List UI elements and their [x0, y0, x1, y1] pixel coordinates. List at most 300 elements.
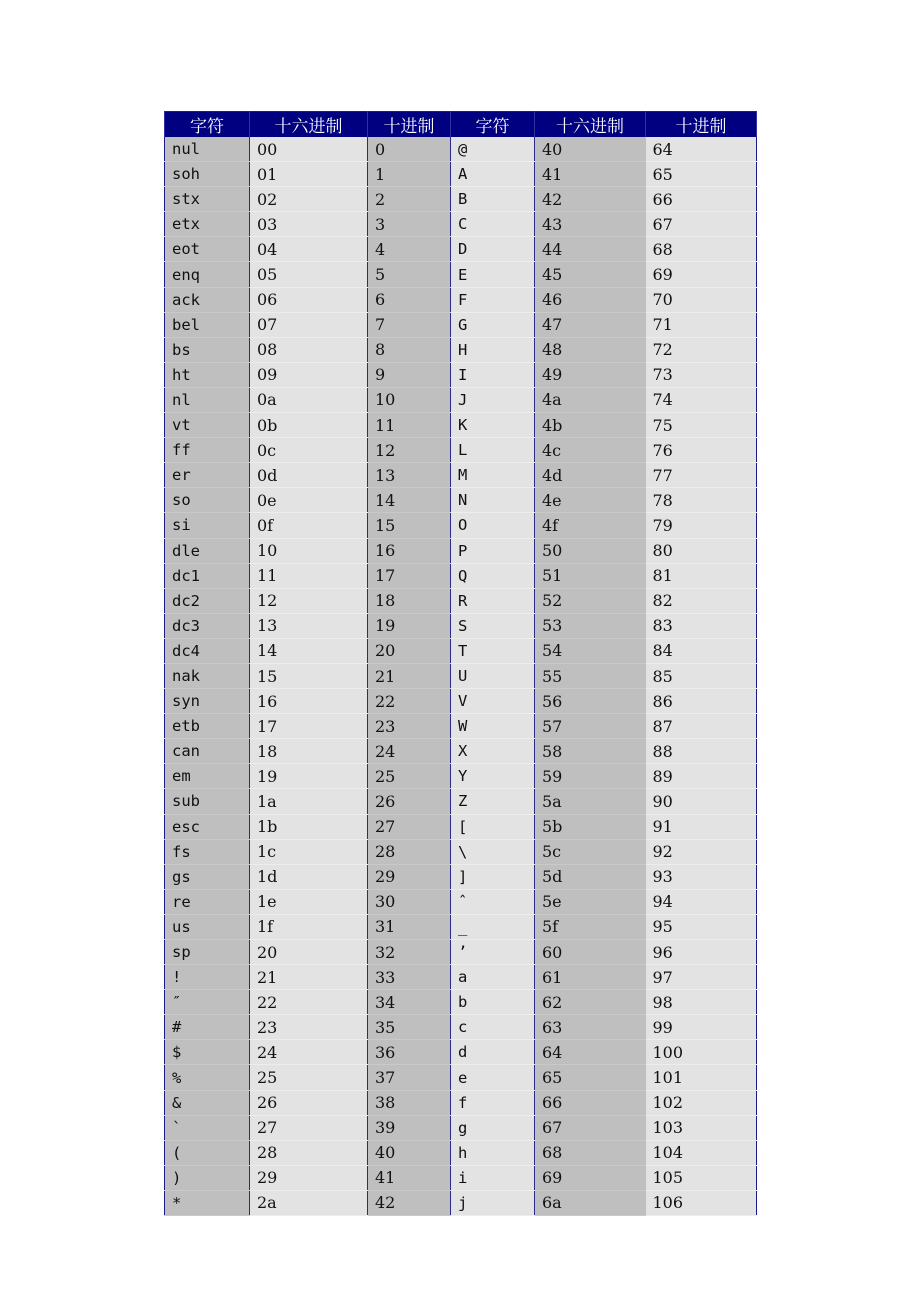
cell-char-2: e [451, 1065, 535, 1090]
cell-dec: 15 [368, 513, 451, 538]
cell-char-2: G [451, 312, 535, 337]
cell-char: ack [165, 287, 250, 312]
cell-char: can [165, 739, 250, 764]
cell-char: ` [165, 1115, 250, 1140]
table-body [165, 137, 757, 1216]
cell-hex-2: 47 [535, 312, 646, 337]
cell-dec: 13 [368, 463, 451, 488]
cell-char: vt [165, 413, 250, 438]
cell-dec: 23 [368, 714, 451, 739]
cell-dec-2: 66 [646, 187, 757, 212]
cell-dec: 39 [368, 1115, 451, 1140]
cell-hex-2: 68 [535, 1140, 646, 1165]
cell-dec-2: 102 [646, 1090, 757, 1115]
cell-char-2: F [451, 287, 535, 312]
cell-char: stx [165, 187, 250, 212]
cell-dec: 29 [368, 864, 451, 889]
cell-char: * [165, 1190, 250, 1215]
table-row [165, 889, 757, 914]
table-row [165, 262, 757, 287]
cell-char: % [165, 1065, 250, 1090]
table-row [165, 337, 757, 362]
cell-dec: 25 [368, 764, 451, 789]
cell-char: gs [165, 864, 250, 889]
cell-hex-2: 67 [535, 1115, 646, 1140]
cell-hex-2: 63 [535, 1015, 646, 1040]
cell-hex: 1d [250, 864, 368, 889]
cell-hex: 15 [250, 663, 368, 688]
cell-hex-2: 51 [535, 563, 646, 588]
cell-hex: 03 [250, 212, 368, 237]
cell-dec: 20 [368, 638, 451, 663]
cell-hex-2: 44 [535, 237, 646, 262]
cell-char: eot [165, 237, 250, 262]
table-row [165, 864, 757, 889]
cell-char: us [165, 914, 250, 939]
table-row [165, 387, 757, 412]
table-row [165, 1090, 757, 1115]
cell-dec: 32 [368, 940, 451, 965]
cell-dec: 42 [368, 1190, 451, 1215]
cell-char: er [165, 463, 250, 488]
cell-hex-2: 49 [535, 362, 646, 387]
cell-char: syn [165, 689, 250, 714]
cell-hex-2: 59 [535, 764, 646, 789]
cell-char: ff [165, 438, 250, 463]
header-char-2: 字符 [451, 112, 535, 138]
table-row [165, 413, 757, 438]
cell-char: nak [165, 663, 250, 688]
cell-char-2: O [451, 513, 535, 538]
cell-hex: 1b [250, 814, 368, 839]
cell-char-2: Z [451, 789, 535, 814]
cell-hex-2: 48 [535, 337, 646, 362]
cell-char-2: [ [451, 814, 535, 839]
cell-dec: 14 [368, 488, 451, 513]
cell-dec-2: 95 [646, 914, 757, 939]
cell-char: dc1 [165, 563, 250, 588]
cell-char-2: R [451, 588, 535, 613]
cell-dec: 34 [368, 990, 451, 1015]
cell-dec: 6 [368, 287, 451, 312]
cell-char-2: h [451, 1140, 535, 1165]
cell-char: soh [165, 162, 250, 187]
cell-dec-2: 70 [646, 287, 757, 312]
cell-char-2: d [451, 1040, 535, 1065]
cell-dec: 33 [368, 965, 451, 990]
cell-dec: 7 [368, 312, 451, 337]
cell-char-2: c [451, 1015, 535, 1040]
cell-char: fs [165, 839, 250, 864]
table-row [165, 714, 757, 739]
table-row [165, 1190, 757, 1215]
cell-hex-2: 4b [535, 413, 646, 438]
cell-char: & [165, 1090, 250, 1115]
cell-dec-2: 69 [646, 262, 757, 287]
cell-dec-2: 79 [646, 513, 757, 538]
cell-char: ht [165, 362, 250, 387]
cell-hex: 01 [250, 162, 368, 187]
cell-hex-2: 58 [535, 739, 646, 764]
cell-char-2: ˆ [451, 889, 535, 914]
cell-hex-2: 4d [535, 463, 646, 488]
header-row [165, 112, 757, 138]
cell-char-2: U [451, 663, 535, 688]
cell-hex-2: 45 [535, 262, 646, 287]
table-row [165, 287, 757, 312]
cell-dec-2: 83 [646, 613, 757, 638]
cell-hex: 19 [250, 764, 368, 789]
cell-char: dle [165, 538, 250, 563]
cell-hex-2: 62 [535, 990, 646, 1015]
cell-char-2: j [451, 1190, 535, 1215]
cell-hex-2: 4c [535, 438, 646, 463]
cell-char-2: V [451, 689, 535, 714]
cell-char: dc3 [165, 613, 250, 638]
header-char: 字符 [165, 112, 250, 138]
cell-char-2: _ [451, 914, 535, 939]
cell-dec: 37 [368, 1065, 451, 1090]
cell-dec-2: 92 [646, 839, 757, 864]
cell-char-2: I [451, 362, 535, 387]
cell-hex-2: 4f [535, 513, 646, 538]
cell-dec-2: 93 [646, 864, 757, 889]
cell-dec-2: 65 [646, 162, 757, 187]
cell-hex-2: 46 [535, 287, 646, 312]
table-row [165, 563, 757, 588]
cell-dec: 28 [368, 839, 451, 864]
cell-char: etb [165, 714, 250, 739]
cell-char: bs [165, 337, 250, 362]
cell-hex: 22 [250, 990, 368, 1015]
cell-char: nul [165, 137, 250, 162]
cell-hex-2: 52 [535, 588, 646, 613]
cell-char: sub [165, 789, 250, 814]
cell-hex: 17 [250, 714, 368, 739]
cell-hex-2: 5b [535, 814, 646, 839]
cell-char-2: f [451, 1090, 535, 1115]
table-row [165, 187, 757, 212]
cell-char-2: g [451, 1115, 535, 1140]
cell-hex: 0e [250, 488, 368, 513]
cell-char: ″ [165, 990, 250, 1015]
table-row [165, 538, 757, 563]
cell-dec: 2 [368, 187, 451, 212]
cell-hex: 23 [250, 1015, 368, 1040]
cell-dec-2: 74 [646, 387, 757, 412]
cell-char-2: N [451, 488, 535, 513]
table-row [165, 814, 757, 839]
header-hex-2: 十六进制 [535, 112, 646, 138]
cell-char: $ [165, 1040, 250, 1065]
cell-dec: 24 [368, 739, 451, 764]
cell-char-2: Y [451, 764, 535, 789]
cell-hex: 29 [250, 1165, 368, 1190]
cell-hex-2: 5a [535, 789, 646, 814]
table-row [165, 613, 757, 638]
table-row [165, 312, 757, 337]
cell-hex-2: 42 [535, 187, 646, 212]
cell-dec-2: 76 [646, 438, 757, 463]
cell-dec-2: 100 [646, 1040, 757, 1065]
cell-dec: 41 [368, 1165, 451, 1190]
cell-hex: 10 [250, 538, 368, 563]
cell-hex: 08 [250, 337, 368, 362]
cell-hex: 0b [250, 413, 368, 438]
cell-char-2: S [451, 613, 535, 638]
cell-hex-2: 50 [535, 538, 646, 563]
cell-dec: 1 [368, 162, 451, 187]
cell-char-2: H [451, 337, 535, 362]
cell-hex-2: 5f [535, 914, 646, 939]
cell-hex: 02 [250, 187, 368, 212]
cell-dec-2: 64 [646, 137, 757, 162]
cell-char-2: J [451, 387, 535, 412]
table-row [165, 839, 757, 864]
cell-char-2: B [451, 187, 535, 212]
table-row [165, 137, 757, 162]
cell-dec-2: 78 [646, 488, 757, 513]
cell-dec: 31 [368, 914, 451, 939]
cell-hex: 05 [250, 262, 368, 287]
cell-hex-2: 69 [535, 1165, 646, 1190]
cell-char: etx [165, 212, 250, 237]
cell-hex-2: 55 [535, 663, 646, 688]
cell-dec-2: 89 [646, 764, 757, 789]
cell-hex: 25 [250, 1065, 368, 1090]
cell-hex: 0f [250, 513, 368, 538]
table-row [165, 764, 757, 789]
cell-dec-2: 99 [646, 1015, 757, 1040]
cell-dec: 38 [368, 1090, 451, 1115]
cell-hex-2: 57 [535, 714, 646, 739]
cell-hex: 14 [250, 638, 368, 663]
cell-hex: 0c [250, 438, 368, 463]
cell-dec: 3 [368, 212, 451, 237]
table-row [165, 940, 757, 965]
cell-hex-2: 4e [535, 488, 646, 513]
cell-char-2: b [451, 990, 535, 1015]
cell-dec-2: 104 [646, 1140, 757, 1165]
cell-char: dc4 [165, 638, 250, 663]
table-row [165, 789, 757, 814]
cell-dec: 27 [368, 814, 451, 839]
cell-hex: 0d [250, 463, 368, 488]
cell-dec: 4 [368, 237, 451, 262]
cell-dec: 19 [368, 613, 451, 638]
cell-char-2: @ [451, 137, 535, 162]
cell-hex-2: 4a [535, 387, 646, 412]
ascii-table-container [164, 111, 756, 1216]
cell-hex: 0a [250, 387, 368, 412]
cell-hex-2: 60 [535, 940, 646, 965]
cell-dec-2: 103 [646, 1115, 757, 1140]
cell-dec: 18 [368, 588, 451, 613]
cell-hex-2: 40 [535, 137, 646, 162]
table-row [165, 1065, 757, 1090]
cell-dec: 36 [368, 1040, 451, 1065]
cell-dec: 17 [368, 563, 451, 588]
cell-char-2: i [451, 1165, 535, 1190]
cell-hex: 11 [250, 563, 368, 588]
cell-char-2: a [451, 965, 535, 990]
cell-char-2: K [451, 413, 535, 438]
cell-dec: 10 [368, 387, 451, 412]
cell-dec: 30 [368, 889, 451, 914]
cell-char: sp [165, 940, 250, 965]
cell-hex: 16 [250, 689, 368, 714]
table-row [165, 914, 757, 939]
cell-hex: 1e [250, 889, 368, 914]
table-row [165, 212, 757, 237]
cell-char: si [165, 513, 250, 538]
cell-char-2: D [451, 237, 535, 262]
cell-hex: 21 [250, 965, 368, 990]
cell-hex: 06 [250, 287, 368, 312]
table-row [165, 663, 757, 688]
table-row [165, 1040, 757, 1065]
cell-dec-2: 87 [646, 714, 757, 739]
cell-hex: 1c [250, 839, 368, 864]
cell-char: ( [165, 1140, 250, 1165]
cell-dec-2: 86 [646, 689, 757, 714]
cell-dec-2: 101 [646, 1065, 757, 1090]
cell-char-2: E [451, 262, 535, 287]
cell-hex-2: 61 [535, 965, 646, 990]
cell-char: nl [165, 387, 250, 412]
cell-char: em [165, 764, 250, 789]
cell-hex-2: 41 [535, 162, 646, 187]
table-row [165, 588, 757, 613]
cell-dec: 40 [368, 1140, 451, 1165]
table-row [165, 162, 757, 187]
cell-dec-2: 75 [646, 413, 757, 438]
cell-hex: 13 [250, 613, 368, 638]
cell-char-2: ’ [451, 940, 535, 965]
cell-dec: 26 [368, 789, 451, 814]
cell-hex: 28 [250, 1140, 368, 1165]
cell-hex: 00 [250, 137, 368, 162]
header-dec-2: 十进制 [646, 112, 757, 138]
table-row [165, 1015, 757, 1040]
cell-dec: 9 [368, 362, 451, 387]
cell-dec: 22 [368, 689, 451, 714]
cell-dec-2: 77 [646, 463, 757, 488]
cell-dec-2: 98 [646, 990, 757, 1015]
cell-dec: 21 [368, 663, 451, 688]
cell-char-2: X [451, 739, 535, 764]
cell-char: so [165, 488, 250, 513]
cell-dec-2: 68 [646, 237, 757, 262]
cell-char-2: ] [451, 864, 535, 889]
cell-char: esc [165, 814, 250, 839]
cell-char-2: A [451, 162, 535, 187]
cell-dec-2: 81 [646, 563, 757, 588]
cell-char-2: C [451, 212, 535, 237]
table-row [165, 739, 757, 764]
cell-char: ! [165, 965, 250, 990]
cell-dec: 0 [368, 137, 451, 162]
cell-char-2: \ [451, 839, 535, 864]
cell-dec: 12 [368, 438, 451, 463]
cell-dec-2: 105 [646, 1165, 757, 1190]
cell-dec: 8 [368, 337, 451, 362]
cell-dec-2: 82 [646, 588, 757, 613]
cell-char-2: T [451, 638, 535, 663]
table-row [165, 513, 757, 538]
cell-hex-2: 64 [535, 1040, 646, 1065]
header-dec: 十进制 [368, 112, 451, 138]
cell-hex-2: 65 [535, 1065, 646, 1090]
cell-hex: 24 [250, 1040, 368, 1065]
cell-hex-2: 43 [535, 212, 646, 237]
cell-dec-2: 80 [646, 538, 757, 563]
cell-hex: 09 [250, 362, 368, 387]
cell-hex: 27 [250, 1115, 368, 1140]
table-row [165, 362, 757, 387]
cell-hex-2: 56 [535, 689, 646, 714]
cell-hex-2: 54 [535, 638, 646, 663]
cell-hex-2: 53 [535, 613, 646, 638]
table-row [165, 438, 757, 463]
cell-hex-2: 5c [535, 839, 646, 864]
cell-char-2: M [451, 463, 535, 488]
cell-dec-2: 88 [646, 739, 757, 764]
cell-char: re [165, 889, 250, 914]
cell-hex: 07 [250, 312, 368, 337]
cell-dec: 11 [368, 413, 451, 438]
cell-hex-2: 5d [535, 864, 646, 889]
cell-char: # [165, 1015, 250, 1040]
table-row [165, 1115, 757, 1140]
table-row [165, 689, 757, 714]
cell-hex: 1a [250, 789, 368, 814]
cell-hex: 18 [250, 739, 368, 764]
cell-hex-2: 6a [535, 1190, 646, 1215]
cell-char-2: L [451, 438, 535, 463]
cell-hex-2: 66 [535, 1090, 646, 1115]
cell-dec: 5 [368, 262, 451, 287]
cell-char-2: W [451, 714, 535, 739]
cell-dec-2: 97 [646, 965, 757, 990]
cell-char: ) [165, 1165, 250, 1190]
table-row [165, 1140, 757, 1165]
cell-hex: 20 [250, 940, 368, 965]
cell-dec-2: 85 [646, 663, 757, 688]
cell-dec-2: 71 [646, 312, 757, 337]
table-row [165, 463, 757, 488]
cell-dec: 35 [368, 1015, 451, 1040]
table-row [165, 488, 757, 513]
cell-char: bel [165, 312, 250, 337]
cell-hex: 1f [250, 914, 368, 939]
cell-hex-2: 5e [535, 889, 646, 914]
cell-dec-2: 96 [646, 940, 757, 965]
cell-char: dc2 [165, 588, 250, 613]
header-hex: 十六进制 [250, 112, 368, 138]
cell-dec-2: 94 [646, 889, 757, 914]
cell-dec-2: 67 [646, 212, 757, 237]
cell-hex: 26 [250, 1090, 368, 1115]
cell-char-2: P [451, 538, 535, 563]
ascii-table [164, 111, 757, 1216]
cell-dec-2: 84 [646, 638, 757, 663]
cell-hex: 12 [250, 588, 368, 613]
cell-char-2: Q [451, 563, 535, 588]
cell-dec-2: 90 [646, 789, 757, 814]
cell-hex: 2a [250, 1190, 368, 1215]
cell-dec-2: 73 [646, 362, 757, 387]
